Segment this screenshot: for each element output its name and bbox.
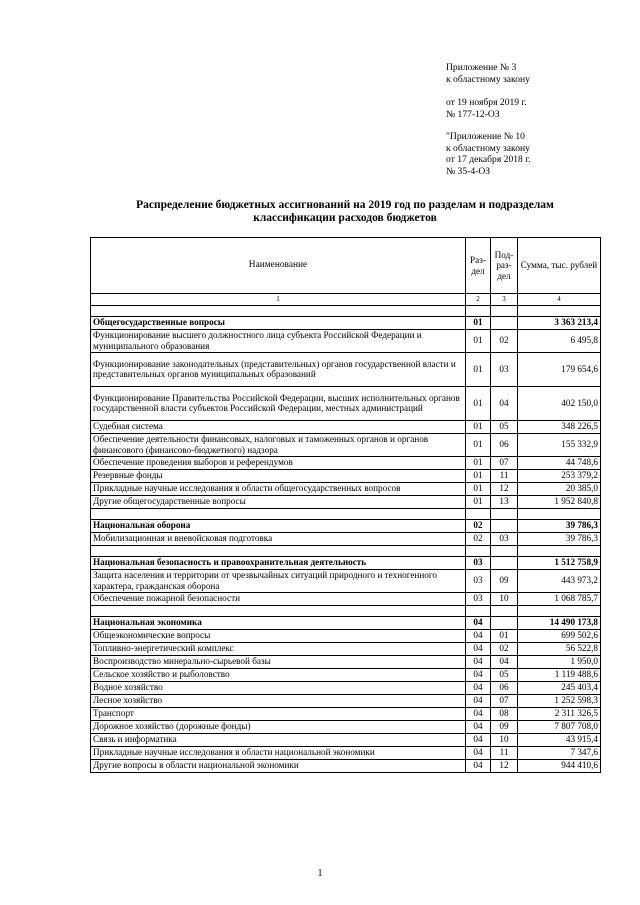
row-razdel: 01: [466, 495, 491, 508]
row-sum: 155 332,9: [518, 433, 601, 456]
spacer-row: [91, 508, 601, 519]
spacer-cell: [466, 305, 491, 316]
row-sum: 402 150,0: [518, 386, 601, 420]
row-name: Обеспечение проведения выборов и референдумов: [91, 456, 466, 469]
row-podrazdel: 12: [491, 759, 518, 772]
row-name: Национальная экономика: [91, 616, 466, 629]
table-header-row: [91, 238, 601, 294]
row-sum: 348 226,5: [518, 420, 601, 433]
row-podrazdel: 04: [491, 655, 518, 668]
spacer-cell: [91, 305, 466, 316]
row-razdel: 04: [466, 681, 491, 694]
row-podrazdel: 04: [491, 386, 518, 420]
appendix-line: № 177-12-ОЗ: [446, 108, 500, 120]
row-razdel: 04: [466, 655, 491, 668]
row-sum: 443 973,2: [518, 569, 601, 592]
header-sum: Сумма, тыс. рублей: [518, 238, 601, 294]
row-sum: 1 252 598,3: [518, 694, 601, 707]
section-row: [91, 556, 601, 569]
spacer-cell: [491, 508, 518, 519]
spacer-cell: [91, 605, 466, 616]
row-name: Другие общегосударственные вопросы: [91, 495, 466, 508]
row-razdel: 01: [466, 456, 491, 469]
row-razdel: 03: [466, 569, 491, 592]
table-row: [91, 532, 601, 545]
budget-table: [90, 237, 601, 773]
table-row: [91, 420, 601, 433]
spacer-row: [91, 605, 601, 616]
row-podrazdel: 09: [491, 569, 518, 592]
row-sum: 179 654,6: [518, 352, 601, 386]
table-row: [91, 642, 601, 655]
row-sum: 253 379,2: [518, 469, 601, 482]
row-razdel: 01: [466, 433, 491, 456]
row-name: Обеспечение деятельности финансовых, налоговых и таможенных органов и органов финансового (финансово-бюджетного) надзора: [91, 433, 466, 456]
row-podrazdel: 11: [491, 746, 518, 759]
row-razdel: 04: [466, 759, 491, 772]
row-podrazdel: 07: [491, 694, 518, 707]
row-sum: 7 347,6: [518, 746, 601, 759]
row-name: Функционирование высшего должностного лица субъекта Российской Федерации и муниципального образования: [91, 329, 466, 352]
row-sum: 7 807 708,0: [518, 720, 601, 733]
row-name: Резервные фонды: [91, 469, 466, 482]
spacer-cell: [466, 508, 491, 519]
table-row: [91, 569, 601, 592]
row-sum: 2 311 326,5: [518, 707, 601, 720]
row-sum: 1 119 488,6: [518, 668, 601, 681]
table-row: [91, 495, 601, 508]
table-row: [91, 433, 601, 456]
row-razdel: 01: [466, 386, 491, 420]
row-podrazdel: [491, 519, 518, 532]
row-name: Защита населения и территории от чрезвычайных ситуаций природного и техногенного характера, гражданская оборона: [91, 569, 466, 592]
appendix-line: к областному закону: [446, 73, 530, 85]
row-razdel: 01: [466, 316, 491, 329]
colnum: 4: [518, 294, 601, 306]
appendix-line: "Приложение № 10: [446, 131, 525, 142]
row-razdel: 04: [466, 616, 491, 629]
row-podrazdel: 03: [491, 532, 518, 545]
table-row: [91, 386, 601, 420]
row-podrazdel: 02: [491, 642, 518, 655]
table-row: [91, 482, 601, 495]
row-razdel: 04: [466, 694, 491, 707]
row-razdel: 04: [466, 707, 491, 720]
table-row: [91, 629, 601, 642]
table-row: [91, 733, 601, 746]
appendix-line: от 19 ноября 2019 г.: [446, 97, 527, 108]
row-razdel: 02: [466, 519, 491, 532]
colnum: 3: [491, 294, 518, 306]
row-sum: 39 786,3: [518, 532, 601, 545]
header-name: Наименование: [91, 238, 466, 294]
row-sum: 699 502,6: [518, 629, 601, 642]
row-razdel: 04: [466, 746, 491, 759]
row-name: Воспроизводство минерально-сырьевой базы: [91, 655, 466, 668]
row-sum: 1 068 785,7: [518, 592, 601, 605]
row-name: Функционирование Правительства Российской Федерации, высших исполнительных органов государственной власти субъектов Российской Федерации, местных администраций: [91, 386, 466, 420]
page-number: 1: [317, 868, 323, 879]
row-sum: 39 786,3: [518, 519, 601, 532]
row-razdel: 04: [466, 720, 491, 733]
spacer-cell: [466, 605, 491, 616]
row-razdel: 04: [466, 629, 491, 642]
spacer-cell: [518, 605, 601, 616]
table-row: [91, 456, 601, 469]
title-line: классификации расходов бюджетов: [253, 212, 437, 224]
row-name: Прикладные научные исследования в области национальной экономики: [91, 746, 466, 759]
table-row: [91, 720, 601, 733]
row-podrazdel: 03: [491, 352, 518, 386]
row-sum: 20 385,0: [518, 482, 601, 495]
table-row: [91, 681, 601, 694]
row-razdel: 02: [466, 532, 491, 545]
row-name: Функционирование законодательных (представительных) органов государственной власти и представительных органов муниципальных образований: [91, 352, 466, 386]
row-name: Национальная оборона: [91, 519, 466, 532]
colnum: 2: [466, 294, 491, 306]
row-podrazdel: 09: [491, 720, 518, 733]
appendix-block: [446, 62, 531, 177]
row-podrazdel: 05: [491, 420, 518, 433]
appendix-line: № 35-4-ОЗ: [446, 165, 491, 177]
row-podrazdel: 10: [491, 733, 518, 746]
spacer-cell: [518, 305, 601, 316]
appendix-line: к областному закону: [446, 142, 530, 154]
row-razdel: 01: [466, 352, 491, 386]
row-sum: 56 522,8: [518, 642, 601, 655]
header-razdel: Раз-дел: [466, 238, 491, 294]
table-row: [91, 469, 601, 482]
row-name: Лесное хозяйство: [91, 694, 466, 707]
table-row: [91, 707, 601, 720]
row-name: Общеэкономические вопросы: [91, 629, 466, 642]
row-name: Водное хозяйство: [91, 681, 466, 694]
table-row: [91, 759, 601, 772]
spacer-cell: [491, 545, 518, 556]
row-name: Прикладные научные исследования в области общегосударственных вопросов: [91, 482, 466, 495]
row-sum: 944 410,6: [518, 759, 601, 772]
row-podrazdel: [491, 556, 518, 569]
row-podrazdel: 12: [491, 482, 518, 495]
row-sum: 245 403,4: [518, 681, 601, 694]
colnum: 1: [91, 294, 466, 306]
row-podrazdel: 11: [491, 469, 518, 482]
row-name: Другие вопросы в области национальной экономики: [91, 759, 466, 772]
appendix-line: Приложение № 3: [446, 62, 517, 73]
row-name: Дорожное хозяйство (дорожные фонды): [91, 720, 466, 733]
section-row: [91, 316, 601, 329]
row-podrazdel: [491, 316, 518, 329]
row-razdel: 01: [466, 482, 491, 495]
row-sum: 1 952 840,8: [518, 495, 601, 508]
spacer-row: [91, 545, 601, 556]
row-razdel: 04: [466, 733, 491, 746]
row-razdel: 01: [466, 469, 491, 482]
document-title: [90, 199, 600, 225]
spacer-cell: [91, 545, 466, 556]
row-podrazdel: 05: [491, 668, 518, 681]
row-sum: 1 950,0: [518, 655, 601, 668]
spacer-row: [91, 305, 601, 316]
spacer-cell: [518, 545, 601, 556]
row-sum: 14 490 173,8: [518, 616, 601, 629]
row-podrazdel: 10: [491, 592, 518, 605]
row-sum: 3 363 213,4: [518, 316, 601, 329]
section-row: [91, 616, 601, 629]
spacer-cell: [518, 508, 601, 519]
row-name: Национальная безопасность и правоохранительная деятельность: [91, 556, 466, 569]
row-podrazdel: 08: [491, 707, 518, 720]
row-razdel: 01: [466, 420, 491, 433]
table-row: [91, 694, 601, 707]
row-podrazdel: 07: [491, 456, 518, 469]
row-razdel: 03: [466, 556, 491, 569]
spacer-cell: [466, 545, 491, 556]
row-podrazdel: 06: [491, 681, 518, 694]
column-number-row: [91, 294, 601, 306]
spacer-cell: [491, 305, 518, 316]
row-podrazdel: 06: [491, 433, 518, 456]
row-name: Судебная система: [91, 420, 466, 433]
row-name: Мобилизационная и вневойсковая подготовка: [91, 532, 466, 545]
table-row: [91, 655, 601, 668]
title-line: Распределение бюджетных ассигнований на 2019 год по разделам и подразделам: [136, 199, 554, 211]
row-podrazdel: 02: [491, 329, 518, 352]
row-name: Топливно-энергетический комплекс: [91, 642, 466, 655]
table-row: [91, 592, 601, 605]
row-razdel: 04: [466, 642, 491, 655]
row-name: Обеспечение пожарной безопасности: [91, 592, 466, 605]
table-row: [91, 746, 601, 759]
row-name: Транспорт: [91, 707, 466, 720]
row-sum: 43 915,4: [518, 733, 601, 746]
row-sum: 1 512 758,9: [518, 556, 601, 569]
row-podrazdel: 13: [491, 495, 518, 508]
row-name: Общегосударственные вопросы: [91, 316, 466, 329]
row-podrazdel: 01: [491, 629, 518, 642]
table-row: [91, 352, 601, 386]
appendix-line: от 17 декабря 2018 г.: [446, 154, 531, 165]
row-sum: 44 748,6: [518, 456, 601, 469]
row-razdel: 04: [466, 668, 491, 681]
table-row: [91, 668, 601, 681]
row-podrazdel: [491, 616, 518, 629]
row-razdel: 01: [466, 329, 491, 352]
row-sum: 6 495,8: [518, 329, 601, 352]
table-row: [91, 329, 601, 352]
section-row: [91, 519, 601, 532]
row-name: Сельское хозяйство и рыболовство: [91, 668, 466, 681]
spacer-cell: [91, 508, 466, 519]
spacer-cell: [491, 605, 518, 616]
row-name: Связь и информатика: [91, 733, 466, 746]
row-razdel: 03: [466, 592, 491, 605]
header-podrazdel: Под-раз-дел: [491, 238, 518, 294]
